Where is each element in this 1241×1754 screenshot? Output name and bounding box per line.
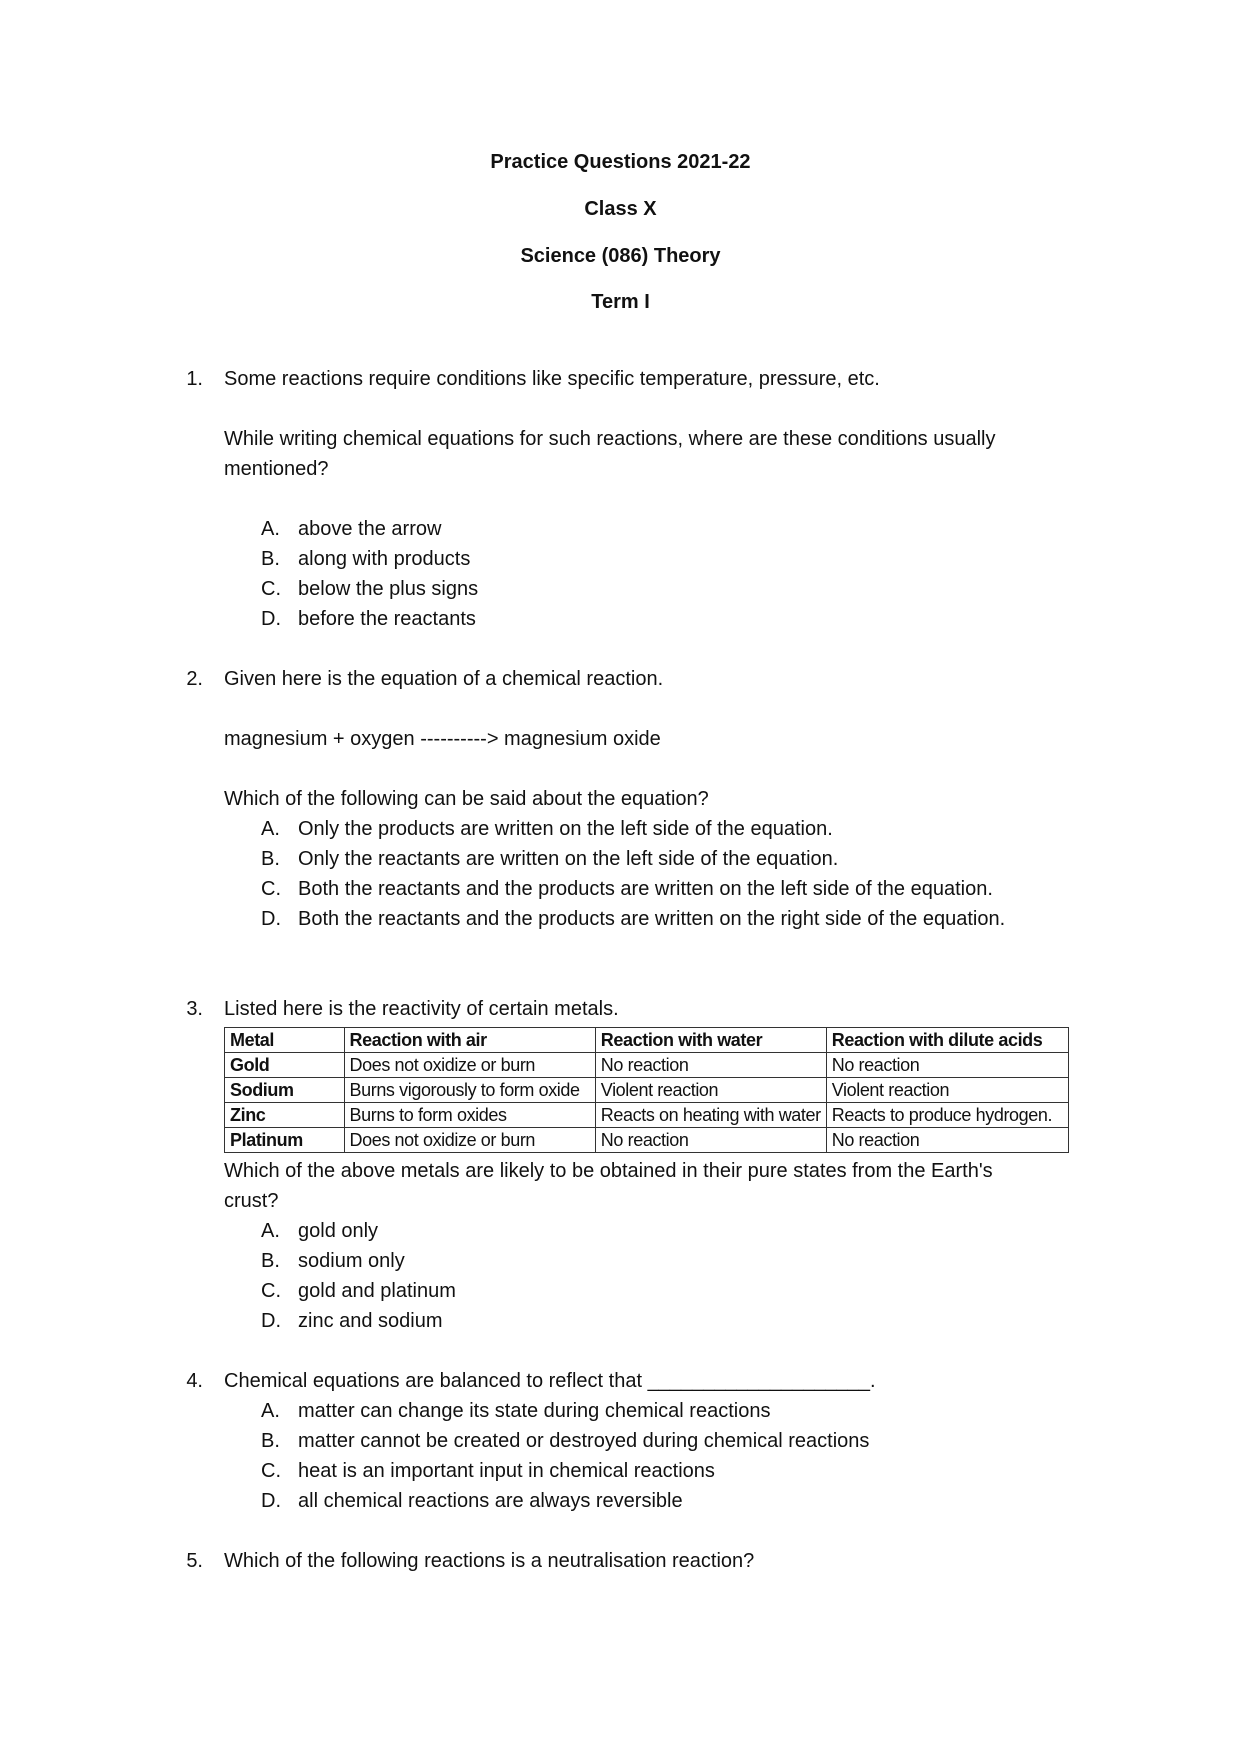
question-text: While writing chemical equations for such reactions, where are these conditions usually <box>224 428 996 450</box>
option-text: sodium only <box>298 1250 405 1272</box>
question-number: 4. <box>186 1370 203 1392</box>
table-row <box>225 1053 1069 1078</box>
table-header-row <box>225 1028 1069 1053</box>
option-text: gold only <box>298 1220 379 1242</box>
option-letter: C. <box>261 878 281 900</box>
option-text: Only the products are written on the left side of the equation. <box>298 818 833 840</box>
option-text: zinc and sodium <box>298 1310 443 1332</box>
option-text: Both the reactants and the products are written on the left side of the equation. <box>298 878 993 900</box>
column-header: Reaction with water <box>595 1028 826 1053</box>
table-cell: Reacts on heating with water <box>595 1103 826 1128</box>
column-header: Reaction with air <box>344 1028 595 1053</box>
option-letter: D. <box>261 1490 281 1512</box>
column-header: Reaction with dilute acids <box>826 1028 1068 1053</box>
option-text: along with products <box>298 548 471 570</box>
worksheet-title: Practice Questions 2021-22 <box>490 151 751 173</box>
question-prompt: Which of the following can be said about the equation? <box>224 788 709 810</box>
option-letter: A. <box>261 1400 280 1422</box>
question-text: Some reactions require conditions like specific temperature, pressure, etc. <box>224 368 880 390</box>
option-text: all chemical reactions are always reversible <box>298 1490 683 1512</box>
question-text: Given here is the equation of a chemical reaction. <box>224 668 664 690</box>
table-row <box>225 1078 1069 1103</box>
table-row <box>225 1128 1069 1153</box>
option-text: below the plus signs <box>298 578 479 600</box>
option-text: gold and platinum <box>298 1280 456 1302</box>
option-letter: C. <box>261 578 281 600</box>
term-label: Term I <box>591 291 650 313</box>
option-letter: A. <box>261 818 280 840</box>
table-row <box>225 1103 1069 1128</box>
option-letter: D. <box>261 1310 281 1332</box>
table-cell: No reaction <box>826 1128 1068 1153</box>
option-text: above the arrow <box>298 518 442 540</box>
subject-label: Science (086) Theory <box>520 245 721 267</box>
table-cell: Violent reaction <box>826 1078 1068 1103</box>
table-cell: Burns vigorously to form oxide <box>344 1078 595 1103</box>
option-text: matter can change its state during chemical reactions <box>298 1400 771 1422</box>
table-cell: No reaction <box>826 1053 1068 1078</box>
question-number: 5. <box>186 1550 203 1572</box>
option-text: before the reactants <box>298 608 476 630</box>
question-text: Chemical equations are balanced to reflect that ____________________. <box>224 1370 876 1392</box>
option-letter: B. <box>261 1430 280 1452</box>
table-cell: No reaction <box>595 1128 826 1153</box>
column-header: Metal <box>225 1028 345 1053</box>
option-letter: B. <box>261 548 280 570</box>
table-cell: Burns to form oxides <box>344 1103 595 1128</box>
table-cell: Sodium <box>225 1078 345 1103</box>
question-prompt: Which of the above metals are likely to be obtained in their pure states from the Earth's <box>224 1160 993 1182</box>
question-number: 2. <box>186 668 203 690</box>
metal-reactivity-table <box>224 1027 1069 1153</box>
question-text: Listed here is the reactivity of certain metals. <box>224 998 619 1020</box>
chemical-equation: magnesium + oxygen ----------> magnesium oxide <box>224 728 661 750</box>
option-text: heat is an important input in chemical reactions <box>298 1460 715 1482</box>
option-letter: C. <box>261 1280 281 1302</box>
table-cell: Reacts to produce hydrogen. <box>826 1103 1068 1128</box>
option-text: Both the reactants and the products are written on the right side of the equation. <box>298 908 1006 930</box>
table-cell: Zinc <box>225 1103 345 1128</box>
question-text: mentioned? <box>224 458 329 480</box>
table-cell: No reaction <box>595 1053 826 1078</box>
option-letter: D. <box>261 608 281 630</box>
class-label: Class X <box>584 198 657 220</box>
table-cell: Does not oxidize or burn <box>344 1128 595 1153</box>
option-letter: A. <box>261 518 280 540</box>
question-number: 1. <box>186 368 203 390</box>
table-cell: Platinum <box>225 1128 345 1153</box>
option-letter: B. <box>261 1250 280 1272</box>
table-cell: Does not oxidize or burn <box>344 1053 595 1078</box>
table-cell: Violent reaction <box>595 1078 826 1103</box>
option-text: matter cannot be created or destroyed during chemical reactions <box>298 1430 870 1452</box>
table-cell: Gold <box>225 1053 345 1078</box>
question-prompt: crust? <box>224 1190 279 1212</box>
option-letter: C. <box>261 1460 281 1482</box>
option-letter: B. <box>261 848 280 870</box>
option-letter: A. <box>261 1220 280 1242</box>
question-text: Which of the following reactions is a neutralisation reaction? <box>224 1550 755 1572</box>
option-letter: D. <box>261 908 281 930</box>
option-text: Only the reactants are written on the left side of the equation. <box>298 848 839 870</box>
question-number: 3. <box>186 998 203 1020</box>
